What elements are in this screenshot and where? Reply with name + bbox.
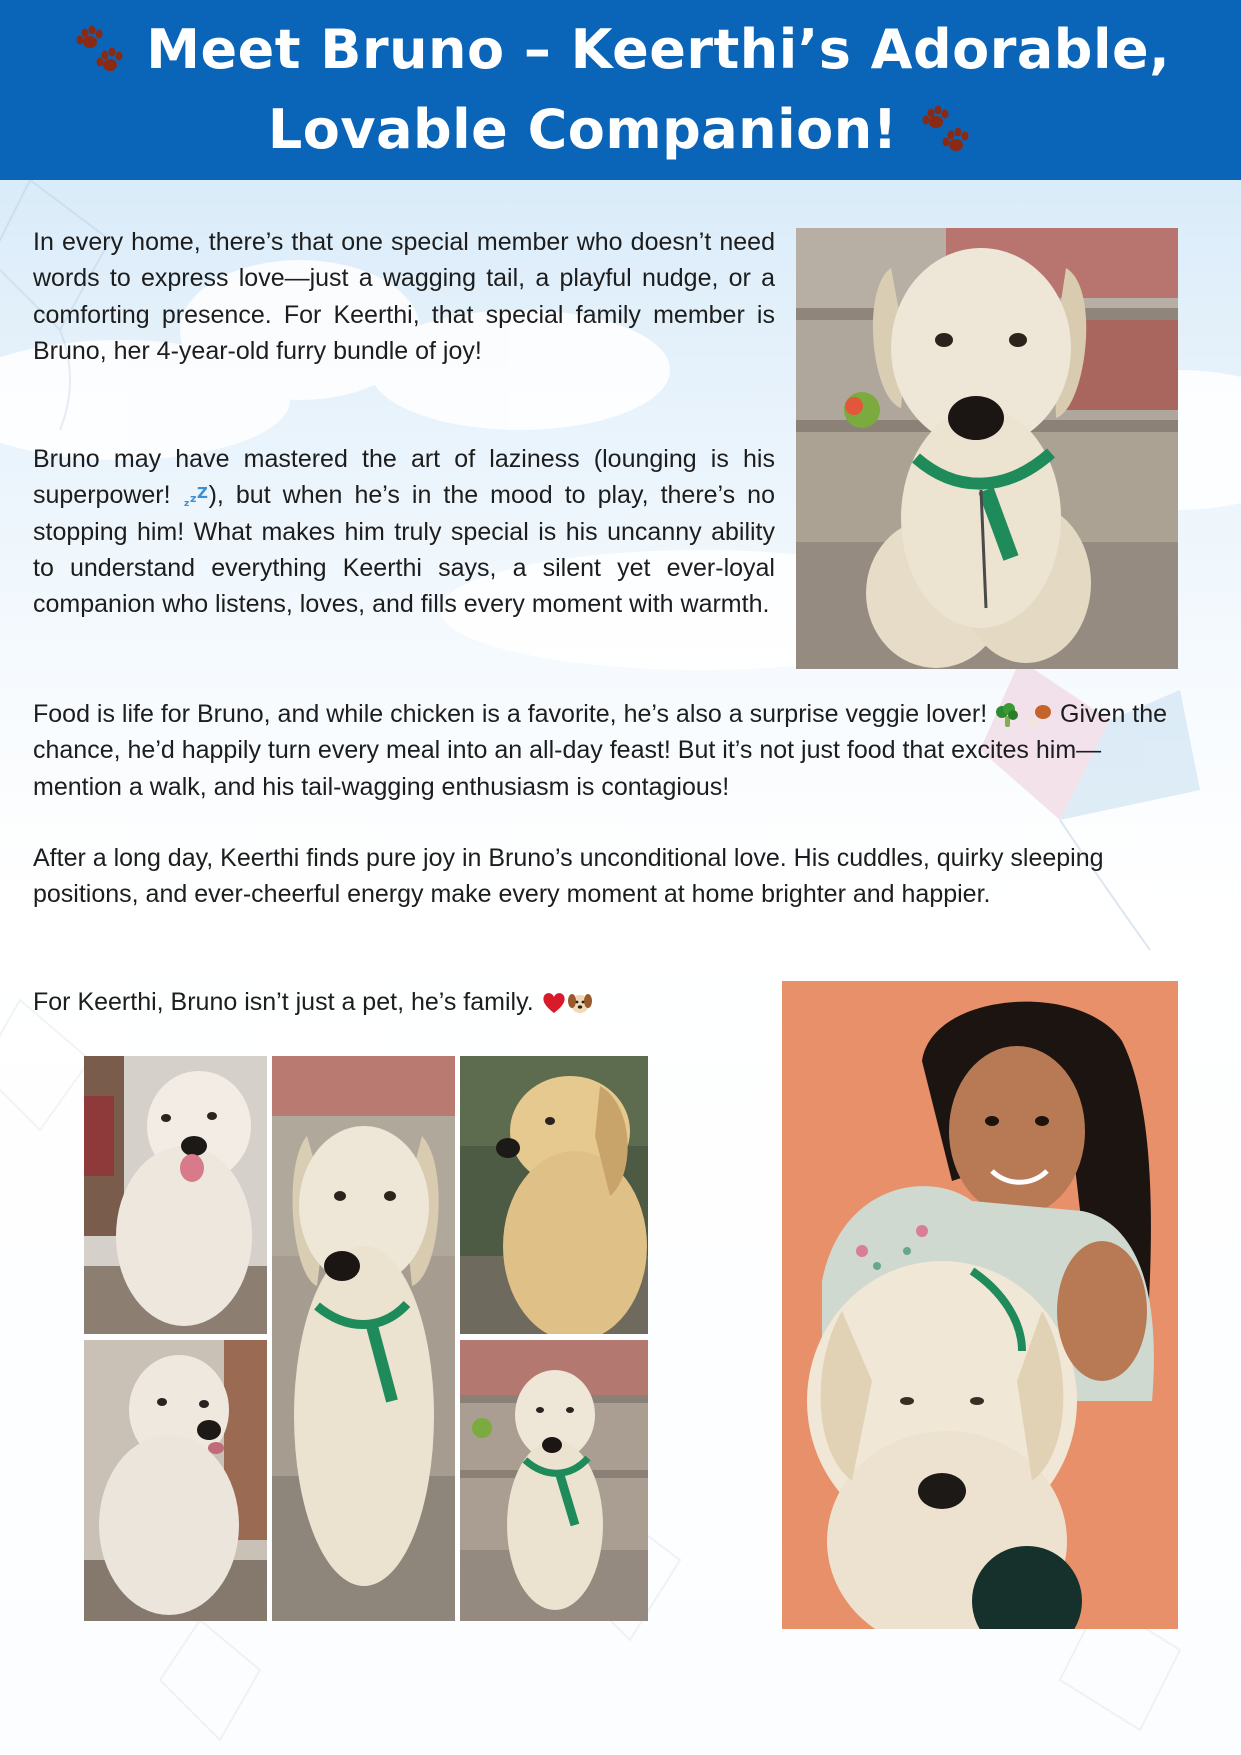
- paragraph-family-text: For Keerthi, Bruno isn’t just a pet, he’s family.: [33, 988, 534, 1016]
- svg-text:z: z: [183, 498, 189, 509]
- sleeping-zzz-icon: [183, 484, 209, 510]
- paragraph-laziness-text-1: Bruno may have mastered the art of laziness (lounging is his superpower!: [33, 445, 775, 510]
- header-banner: [0, 0, 1241, 180]
- page-title: [71, 10, 1170, 170]
- red-heart-icon: [541, 990, 567, 1016]
- keerthi-with-bruno-photo: [782, 981, 1178, 1629]
- dog-face-icon: [567, 990, 593, 1016]
- paragraph-laziness: [33, 441, 775, 622]
- bruno-puppy-steps-photo: [460, 1340, 648, 1621]
- paragraph-food-text-2: Given the chance, he’d happily turn every meal into an all-day feast! But it’s not just food that excites him—mention a walk, and his tail-wagging enthusiasm is contagious!: [33, 700, 1168, 801]
- paragraph-love: After a long day, Keerthi finds pure joy in Bruno’s unconditional love. His cuddles, quirky sleeping positions, and ever-cheerful energy make every moment at home brighter and happier.: [33, 844, 1104, 909]
- paragraph-family: [33, 984, 733, 1020]
- bruno-adult-sitting-photo: [84, 1340, 267, 1621]
- bruno-puppy-photo: [796, 228, 1178, 669]
- chicken-drumstick-icon: [1027, 702, 1053, 728]
- paw-prints-icon: [917, 105, 973, 161]
- paragraph-intro: In every home, there’s that one special member who doesn’t need words to express love—just a wagging tail, a playful nudge, or a comforting presence. For Keerthi, that special family member is Bruno, her 4-year-old furry bundle of joy!: [33, 228, 775, 365]
- title-line-1: Meet Bruno – Keerthi’s Adorable,: [146, 18, 1171, 81]
- svg-text:Z: Z: [196, 483, 208, 502]
- bruno-puppy-sitting-photo: [272, 1056, 455, 1621]
- paragraph-laziness-text-2: ), but when he’s in the mood to play, there’s no stopping him! What makes him truly special is his uncanny ability to understand everything Keerthi says, a silent yet ever-loyal companion who listens, loves, and fills every moment with warmth.: [33, 481, 775, 619]
- paragraph-food-text-1: Food is life for Bruno, and while chicken is a favorite, he’s also a surprise veggie lover!: [33, 700, 988, 728]
- paragraph-food: [33, 696, 1179, 805]
- broccoli-icon: [994, 702, 1020, 728]
- bruno-golden-profile-photo: [460, 1056, 648, 1334]
- svg-text:z: z: [189, 491, 197, 505]
- bruno-adult-tongue-photo: [84, 1056, 267, 1334]
- paw-prints-icon: [71, 25, 127, 81]
- title-line-2: Lovable Companion!: [267, 98, 898, 161]
